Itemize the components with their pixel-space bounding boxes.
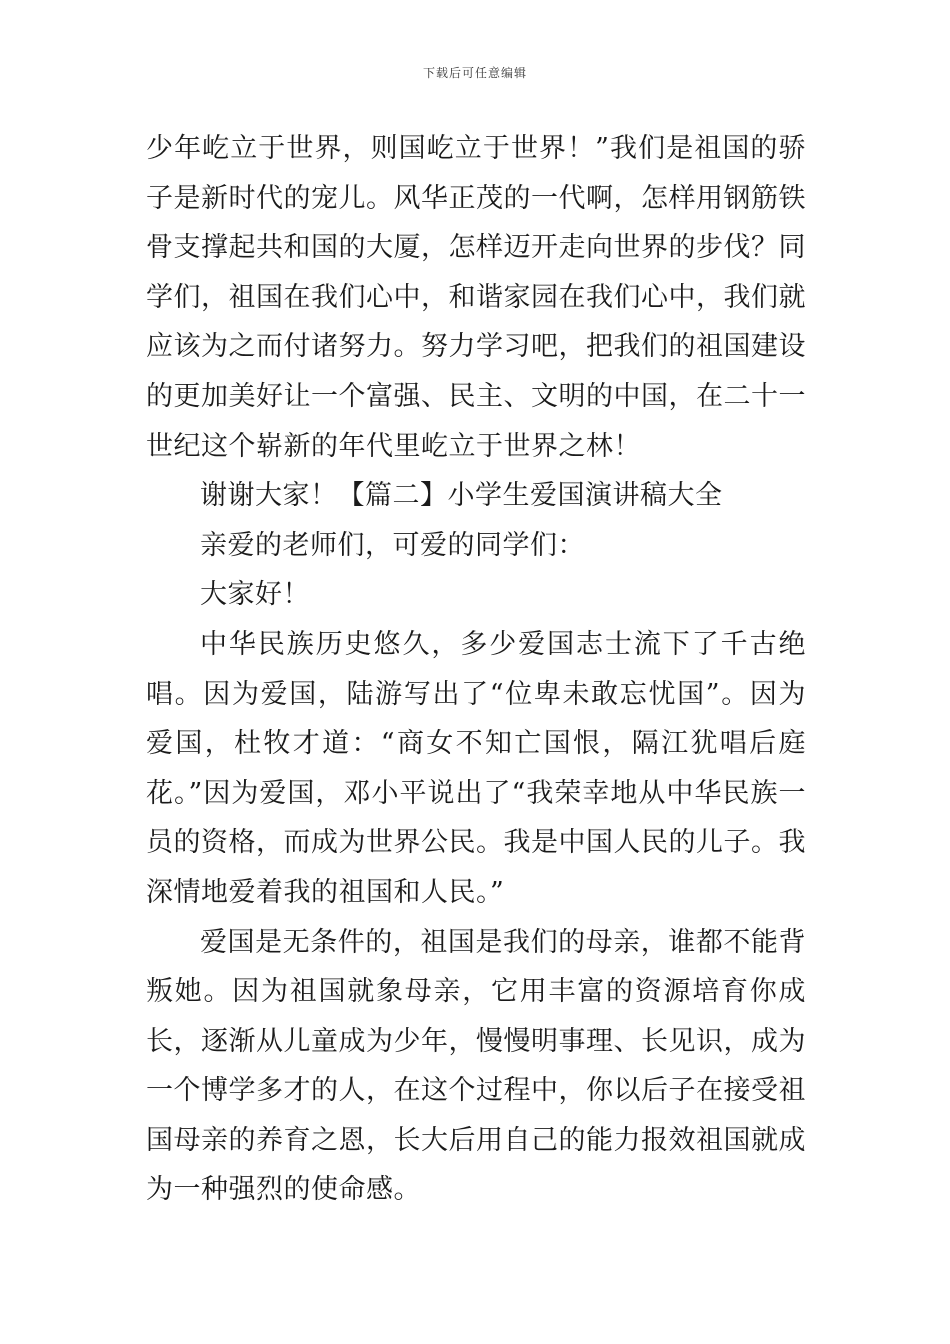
page-header: 下载后可任意编辑 (422, 66, 527, 80)
paragraph-greeting: 大家好！ (200, 579, 310, 611)
paragraph-patriotism: 爱国是无条件的，祖国是我们的母亲，谁都不能背叛她。因为祖国就象母亲，它用丰富的资源培育你成长，逐渐从儿童成为少年，慢慢明事理、长见识，成为一个博学多才的人，在这个过程中，你以后子在接受祖国母亲的养育之恩，长大后用自己的能力报效祖国就成为一种强烈的使命感。 (146, 926, 806, 1206)
document-body (146, 124, 806, 1215)
paragraph-salutation: 亲爱的老师们，可爱的同学们： (200, 529, 585, 561)
paragraph-thanks-heading: 谢谢大家！【篇二】小学生爱国演讲稿大全 (200, 480, 723, 512)
paragraph-continuation: 少年屹立于世界，则国屹立于世界！”我们是祖国的骄子是新时代的宠儿。风华正茂的一代啊，怎样用钢筋铁骨支撑起共和国的大厦，怎样迈开走向世界的步伐？同学们，祖国在我们心中，和谐家园在我们心中，我们就应该为之而付诸努力。努力学习吧，把我们的祖国建设的更加美好让一个富强、民主、文明的中国，在二十一世纪这个崭新的年代里屹立于世界之林！ (146, 133, 806, 462)
paragraph-history: 中华民族历史悠久，多少爱国志士流下了千古绝唱。因为爱国，陆游写出了“位卑未敢忘忧国”。因为爱国，杜牧才道：“商女不知亡国恨，隔江犹唱后庭花。”因为爱国，邓小平说出了“我荣幸地从中华民族一员的资格，而成为世界公民。我是中国人民的儿子。我深情地爱着我的祖国和人民。” (146, 628, 806, 908)
